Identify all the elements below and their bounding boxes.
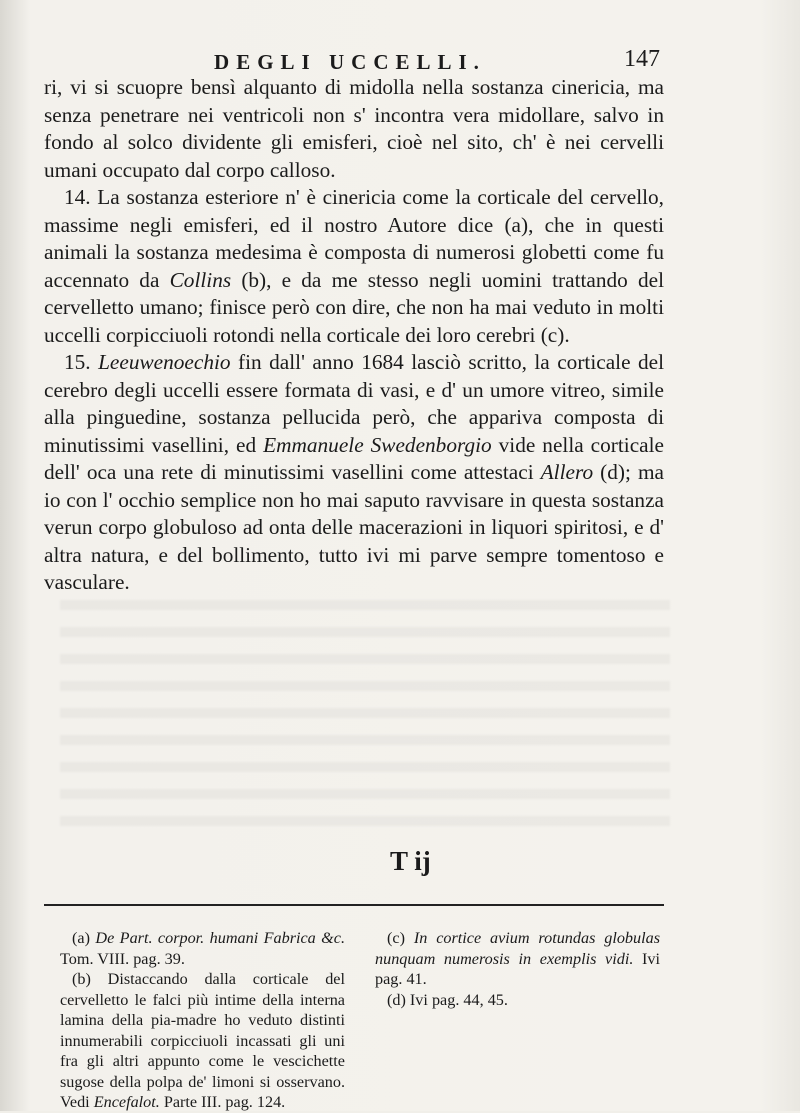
paragraph-15-text-b: fin dall' anno 1684 lasciò scritto, la corticale del cerebro degli uccelli essere formata di vasi, e d' un umore vitreo, simile alla pinguedine, sostanza pellucida però, che appariva composta di minutissimi vasellini, ed <box>44 350 664 457</box>
main-text <box>44 74 664 597</box>
footnote-rule <box>44 904 664 906</box>
footnotes-left-column <box>60 928 345 1113</box>
footnote-a-mark: (a) <box>72 929 96 947</box>
author-name-collins: Collins <box>169 267 232 292</box>
author-name-swedenborgio: Emmanuele Swedenborgio <box>263 432 492 457</box>
footnote-a-title: De Part. corpor. humani Fabrica &c. <box>95 929 346 947</box>
footnote-a <box>60 928 345 969</box>
footnote-c-ref: Ivi pag. 41. <box>375 949 661 988</box>
footnote-b-ref: Parte III. pag. 124. <box>159 1093 286 1111</box>
footnote-c <box>375 928 660 990</box>
running-head: DEGLI UCCELLI. <box>214 50 486 74</box>
paragraph-15-text-a: 15. <box>64 350 99 374</box>
footnote-a-ref: Tom. VIII. pag. 39. <box>60 949 185 968</box>
author-name-leeuwenoechio: Leeuwenoechio <box>98 350 231 374</box>
signature-mark: T ij <box>390 846 431 876</box>
footnote-c-quote: In cortice avium rotundas globulas nunquam numerosis in exemplis vidi. <box>375 929 661 968</box>
paragraph-15-text-d: (d); ma io con l' occhio semplice non ho mai saputo ravvisare in questa sostanza verun corpo globuloso ad onta delle macerazioni in liquori spiritosi, e d' altra natura, e del bollimento, tutto ivi mi parve sempre tomentoso e vasculare. <box>44 460 664 594</box>
footnotes <box>60 928 660 1113</box>
footnote-b-text: (b) Distaccando dalla corticale del cervelletto le falci più intime della interna lamina della pia-madre ho veduto distinti innumerabili corpicciuoli incassati gli uni fra gli altri appunto come le vescichette sugose della polpa de' limoni si osservano. Vedi <box>60 970 345 1111</box>
footnotes-right-column <box>375 928 660 1113</box>
paragraph-14-text-b: (b), e da me stesso negli uomini trattando del cervelletto umano; finisce però con dire, che non ha mai veduto in molti uccelli corpicciuoli rotondi nella corticale dei loro cerebri (c). <box>44 267 665 347</box>
author-name-allero: Allero <box>540 460 594 484</box>
paragraph-15 <box>44 349 664 597</box>
paragraph-14 <box>44 184 664 349</box>
paragraph-15-text-c: vide nella corticale dell' oca una rete di minutissimi vasellini come attestaci <box>44 432 664 484</box>
footnote-b <box>60 969 345 1113</box>
bleed-through-texture <box>60 600 670 830</box>
page-number: 147 <box>624 46 660 72</box>
paragraph-continued: ri, vi si scuopre bensì alquanto di midolla nella sostanza cinericia, ma senza penetrare nei ventricoli non s' incontra vera midollare, salvo in fondo al solco dividente gli emisferi, cioè nel sito, ch' è nei cervelli umani occupato dal corpo calloso. <box>44 75 664 182</box>
footnote-d: (d) Ivi pag. 44, 45. <box>387 990 508 1009</box>
footnote-c-mark: (c) <box>387 929 414 947</box>
footnote-b-title: Encefalot. <box>93 1093 160 1111</box>
paragraph-14-text-a: 14. La sostanza esteriore n' è cinericia come la corticale del cervello, massime negli emisferi, ed il nostro Autore dice (a), che in questi animali la sostanza medesima è composta di numerosi globetti come fu accennato da <box>44 185 664 292</box>
